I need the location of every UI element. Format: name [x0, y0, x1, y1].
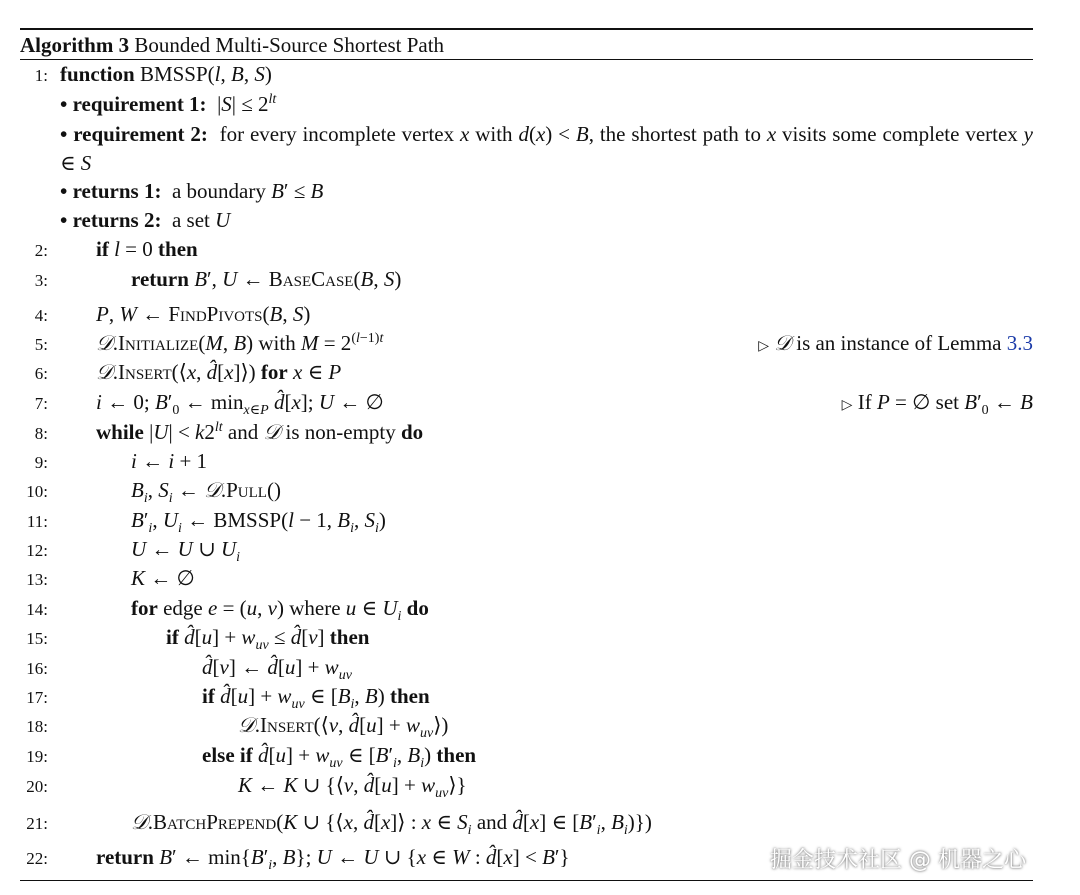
line-number: 4: [34, 306, 48, 325]
line-code: $B'_i$, $U_i$ ← BMSSP(l − 1, $B_i$, $S_i$) [131, 508, 386, 537]
top-rule [20, 28, 1033, 30]
line-code: return B′ ← $\min\{B'_i$, B}; U ← U ∪ {x ∈ W : d̂[x] < B′} [96, 845, 570, 874]
line-code: K ← K ∪ {⟨v, d̂[u] + $w_{uv}⟩$} [238, 773, 467, 802]
line-number: 5: [34, 335, 48, 354]
line-number: 1: [34, 66, 48, 85]
line-code: $B_i$, $S_i$ ← 𝒟.Pull() [131, 478, 281, 507]
line-number: 18: [26, 717, 48, 736]
algorithm-line [0, 478, 1080, 508]
algorithm-line [0, 62, 1080, 92]
function-signature: function BMSSP(l, B, S) [60, 62, 272, 86]
line-comment: ▷ If P = ∅ set $B'_0$ ← B [841, 390, 1033, 419]
algorithm-line [0, 360, 1080, 390]
spec-label: • requirement 2: [60, 122, 208, 146]
algorithm-title: Bounded Multi-Source Shortest Path [134, 33, 445, 57]
algorithm-line [0, 537, 1080, 567]
line-code: while $|U| < k2^{lt}$ and 𝒟 is non-empty do [96, 420, 424, 444]
line-number: 19: [26, 747, 48, 766]
line-code: else if d̂[u] + $w_{uv}$ ∈ [$B'_i$, $B_i$) then [202, 743, 477, 772]
line-code: return B′, U ← BaseCase(B, S) [131, 267, 402, 291]
watermark-text: 掘金技术社区 @ 机器之心 [770, 848, 1026, 873]
algorithm-line [0, 390, 1080, 420]
line-number: 14: [26, 600, 48, 619]
algorithm-line [0, 449, 1080, 479]
line-number: 7: [34, 394, 48, 413]
line-number: 17: [26, 688, 48, 707]
spec-label: • requirement 1: [60, 92, 207, 116]
line-number: 11: [26, 512, 48, 531]
line-code: P, W ← FindPivots(B, S) [96, 302, 311, 326]
algorithm-caption [20, 33, 444, 58]
line-number: 9: [34, 453, 48, 472]
spec-label: • returns 2: [60, 208, 162, 232]
algorithm-line [0, 508, 1080, 538]
algorithm-line [0, 773, 1080, 803]
line-code: U ← U ∪ $U_i$ [131, 537, 241, 566]
algorithm-line [0, 237, 1080, 267]
algorithm-line [0, 810, 1080, 840]
line-code: i ← 0; $B'_0$ ← $\min_{x\in P}$ d̂[x]; U ← ∅ [96, 390, 384, 419]
line-code: i ← i + 1 [131, 449, 208, 473]
requirement-2: • requirement 2: for every incomplete vertex x with d(x) < B, the shortest path to x visits some complete vertex y ∈ S [60, 122, 1033, 175]
line-code: K ← ∅ [131, 566, 195, 590]
line-number: 2: [34, 241, 48, 260]
line-code: 𝒟.Insert(⟨x, d̂[x]⟩) for x ∈ P [96, 360, 342, 384]
algorithm-line [0, 713, 1080, 743]
line-number: 8: [34, 424, 48, 443]
bottom-rule [20, 880, 1033, 881]
algorithm-line [0, 420, 1080, 450]
line-code: if d̂[u] + $w_{uv}$ ∈ [$B_i$, B) then [202, 684, 430, 713]
algorithm-line [0, 331, 1080, 361]
algorithm-line [0, 655, 1080, 685]
line-number: 10: [26, 482, 48, 501]
algorithm-line [0, 625, 1080, 655]
line-number: 15: [26, 629, 48, 648]
line-code: 𝒟.Insert(⟨v, d̂[u] + $w_{uv}⟩$) [238, 713, 449, 742]
algorithm-label: Algorithm 3 [20, 33, 130, 57]
line-code: for edge e = (u, v) where u ∈ $U_i$ do [131, 596, 429, 625]
line-code: if l = 0 then [96, 237, 198, 261]
line-code: 𝒟.BatchPrepend(K ∪ {⟨x, d̂[x]⟩ : x ∈ $S_i$ and d̂[x] ∈ [$B'_i$, $B_i$)}) [131, 810, 652, 839]
line-code: if d̂[u] + $w_{uv}$ ≤ d̂[v] then [166, 625, 370, 654]
line-comment: ▷ 𝒟 is an instance of Lemma 3.3 [758, 331, 1033, 355]
title-rule [20, 59, 1033, 60]
algorithm-line [0, 302, 1080, 332]
line-code: d̂[v] ← d̂[u] + $w_{uv}$ [202, 655, 352, 684]
spec-label: • returns 1: [60, 179, 162, 203]
algorithm-line [0, 566, 1080, 596]
line-number: 16: [26, 659, 48, 678]
line-number: 13: [26, 570, 48, 589]
line-code: 𝒟.Initialize(M, B) with $M = 2^{(l-1)t}$ [96, 331, 384, 355]
lemma-reference-link[interactable]: 3.3 [1006, 331, 1033, 355]
line-number: 3: [34, 271, 48, 290]
algorithm-line [0, 684, 1080, 714]
returns-1: • returns 1: a boundary B′ ≤ B [60, 179, 324, 203]
line-number: 20: [26, 777, 48, 796]
algorithm-line [0, 596, 1080, 626]
line-number: 21: [26, 814, 48, 833]
returns-2: • returns 2: a set U [60, 208, 231, 232]
line-number: 22: [26, 849, 48, 868]
line-number: 12: [26, 541, 48, 560]
algorithm-line [0, 743, 1080, 773]
requirement-1: • requirement 1: $|S| \le 2^{lt}$ [60, 92, 277, 116]
algorithm-line [0, 267, 1080, 297]
line-number: 6: [34, 364, 48, 383]
